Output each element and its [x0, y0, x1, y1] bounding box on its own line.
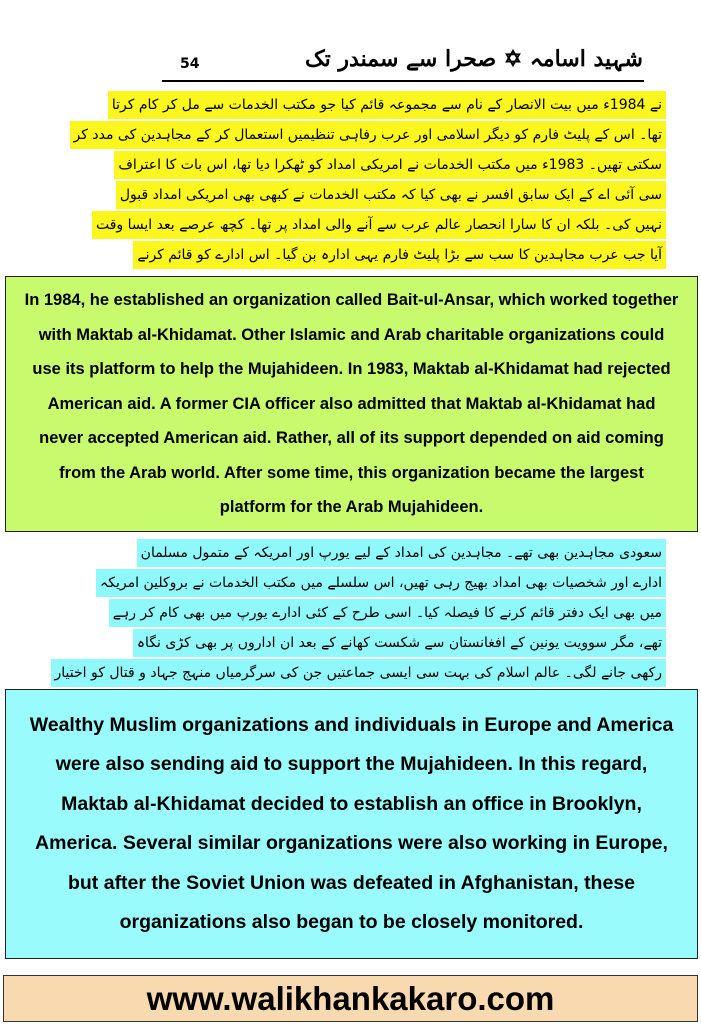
urdu-line — [134, 240, 666, 270]
urdu-paragraph-top — [73, 90, 666, 270]
page-number: 54 — [180, 56, 200, 72]
english-translation-text: Wealthy Muslim organizations and individuals in Europe and America were also sending aid to support the Mujahideen. In this regard, Maktab al-Khidamat decided to establish an office in Brooklyn, America. Several similar organizations were also working in Europe, but after the Soviet Union was defeated in Afghanistan, these organizations also began to be closely monitored. — [29, 713, 674, 933]
urdu-line-text: نے 1984ء میں بیت الانصار کے نام سے مجموعہ قائم کیا جو مکتب الخدمات سے مل کر کام کرتا — [108, 91, 666, 119]
urdu-line-text: سکتی تھیں۔ 1983ء میں مکتب الخدمات نے امریکی امداد کو ٹھکرا دیا تھا، اس بات کا اعتراف — [114, 151, 666, 179]
urdu-paragraph-bottom — [54, 538, 666, 688]
urdu-line-text: تھا۔ اس کے پلیٹ فارم کو دیگر اسلامی اور عرب رفاہی تنظیمیں استعمال کر کے مجاہدین کی مدد کر — [70, 121, 666, 149]
urdu-line — [95, 210, 666, 240]
urdu-line — [136, 628, 666, 658]
header-divider — [162, 80, 644, 82]
urdu-line-text: نہیں کی۔ بلکہ ان کا سارا انحصار عالم عرب سے آنے والی امداد پر تھا۔ کچھ عرصے بعد ایسا وقت — [92, 211, 666, 239]
urdu-line — [119, 180, 666, 210]
urdu-line — [111, 90, 666, 120]
english-translation-box-2 — [5, 689, 698, 959]
urdu-line — [54, 658, 666, 688]
english-translation-box-1 — [5, 276, 698, 532]
urdu-line-text: سعودی مجاہدین بھی تھے۔ مجاہدین کی امداد کے لیے یورپ اور امریکہ کے متمول مسلمان — [137, 539, 666, 567]
urdu-line-text: میں بھی ایک دفتر قائم کرنے کا فیصلہ کیا۔ اسی طرح کے کئی ادارے یورپ میں بھی کام کر رہے — [109, 599, 666, 627]
website-url[interactable]: www.walikhankakaro.com — [146, 979, 555, 1017]
urdu-line — [118, 150, 666, 180]
urdu-line-text: تھے، مگر سوویت یونین کے افغانستان سے شکست کھانے کے بعد ان اداروں پر بھی کڑی نگاہ — [133, 629, 666, 657]
urdu-line-text: رکھی جانے لگی۔ عالم اسلام کی بہت سی ایسی جماعتیں جن کی سرگرمیاں منہج جہاد و قتال کو اختیار — [51, 659, 667, 687]
urdu-line-text: سی آئی اے کے ایک سابق افسر نے بھی کیا کہ مکتب الخدمات نے کبھی بھی امریکی امداد قبول — [116, 181, 666, 209]
urdu-line — [112, 598, 666, 628]
urdu-line — [73, 120, 666, 150]
english-translation-text: In 1984, he established an organization called Bait-ul-Ansar, which worked together with Maktab al-Khidamat. Other Islamic and Arab charitable organizations could use its platform to help the Mujahideen. In 1983, Maktab al-Khidamat had rejected American aid. A former CIA officer also admitted that Maktab al-Khidamat had never accepted American aid. Rather, all of its support depended on aid coming from the Arab world. After some time, this organization became the largest platform for the Arab Mujahideen. — [24, 291, 679, 517]
website-footer — [3, 975, 698, 1022]
urdu-line — [140, 538, 666, 568]
urdu-line-text: آیا جب عرب مجاہدین کا سب سے بڑا پلیٹ فارم یہی ادارہ بن گیا۔ اس ادارے کو قائم کرنے — [133, 241, 666, 269]
urdu-line — [100, 568, 666, 598]
book-title: شہید اسامہ ✡ صحرا سے سمندر تک — [304, 46, 643, 72]
urdu-line-text: ادارے اور شخصیات بھی امداد بھیج رہی تھیں، اس سلسلے میں مکتب الخدمات نے بروکلین امریکہ — [96, 569, 666, 597]
